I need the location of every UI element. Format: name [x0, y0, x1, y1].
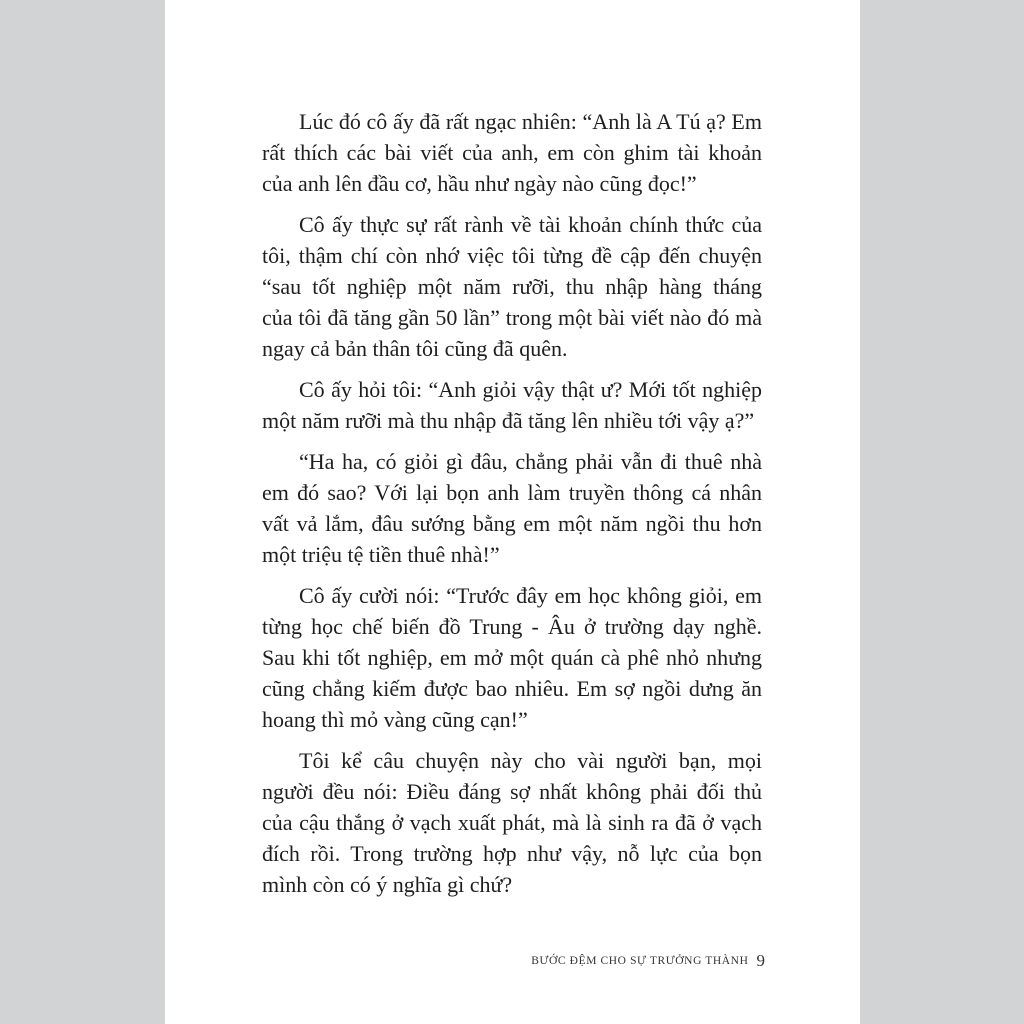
- text-line: Sau khi tốt nghiệp, em mở một quán cà phê nhỏ nhưng: [262, 645, 762, 670]
- page-number: 9: [756, 951, 765, 970]
- text-line: tôi, thậm chí còn nhớ việc tôi từng đề cập đến chuyện: [262, 243, 762, 268]
- text-line: “sau tốt nghiệp một năm rưỡi, thu nhập hàng tháng: [262, 274, 762, 299]
- text-line: vất vả lắm, đâu sướng bằng em một năm ngồi thu hơn: [262, 511, 762, 536]
- text-line: “Ha ha, có giỏi gì đâu, chẳng phải vẫn đi thuê nhà: [299, 449, 762, 474]
- text-line: Cô ấy thực sự rất rành về tài khoản chính thức của: [299, 212, 762, 237]
- text-line: Cô ấy hỏi tôi: “Anh giỏi vậy thật ư? Mới tốt nghiệp: [299, 377, 762, 402]
- text-line: một năm rưỡi mà thu nhập đã tăng lên nhiều tới vậy ạ?”: [262, 408, 755, 433]
- book-page: [165, 0, 860, 1024]
- text-line: đích rồi. Trong trường hợp như vậy, nỗ lực của bọn: [262, 841, 762, 866]
- running-head: BƯỚC ĐỆM CHO SỰ TRƯỞNG THÀNH: [531, 955, 749, 967]
- text-line: từng học chế biến đồ Trung - Âu ở trường dạy nghề.: [262, 614, 762, 639]
- paragraph: [262, 209, 762, 364]
- text-line: em đó sao? Với lại bọn anh làm truyền thông cá nhân: [262, 480, 762, 505]
- text-line: rất thích các bài viết của anh, em còn ghim tài khoản: [262, 140, 762, 165]
- text-line: hoang thì mỏ vàng cũng cạn!”: [262, 707, 528, 732]
- text-line: của anh lên đầu cơ, hầu như ngày nào cũng đọc!”: [262, 171, 697, 196]
- text-line: mình còn có ý nghĩa gì chứ?: [262, 872, 513, 897]
- text-line: Cô ấy cười nói: “Trước đây em học không giỏi, em: [299, 583, 762, 608]
- page-footer: [165, 951, 765, 971]
- text-line: Tôi kể câu chuyện này cho vài người bạn, mọi: [299, 748, 762, 773]
- text-line: người đều nói: Điều đáng sợ nhất không phải đối thủ: [262, 779, 762, 804]
- text-line: của cậu thắng ở vạch xuất phát, mà là sinh ra đã ở vạch: [262, 810, 762, 835]
- body-text: [262, 106, 762, 910]
- paragraph: [262, 745, 762, 900]
- text-line: Lúc đó cô ấy đã rất ngạc nhiên: “Anh là A Tú ạ? Em: [299, 109, 762, 134]
- paragraph: [262, 106, 762, 199]
- text-line: ngay cả bản thân tôi cũng đã quên.: [262, 336, 568, 361]
- paragraph: [262, 580, 762, 735]
- paragraph: [262, 374, 762, 436]
- text-line: một triệu tệ tiền thuê nhà!”: [262, 542, 500, 567]
- text-line: của tôi đã tăng gần 50 lần” trong một bài viết nào đó mà: [262, 305, 762, 330]
- text-line: cũng chẳng kiếm được bao nhiêu. Em sợ ngồi dưng ăn: [262, 676, 762, 701]
- paragraph: [262, 446, 762, 570]
